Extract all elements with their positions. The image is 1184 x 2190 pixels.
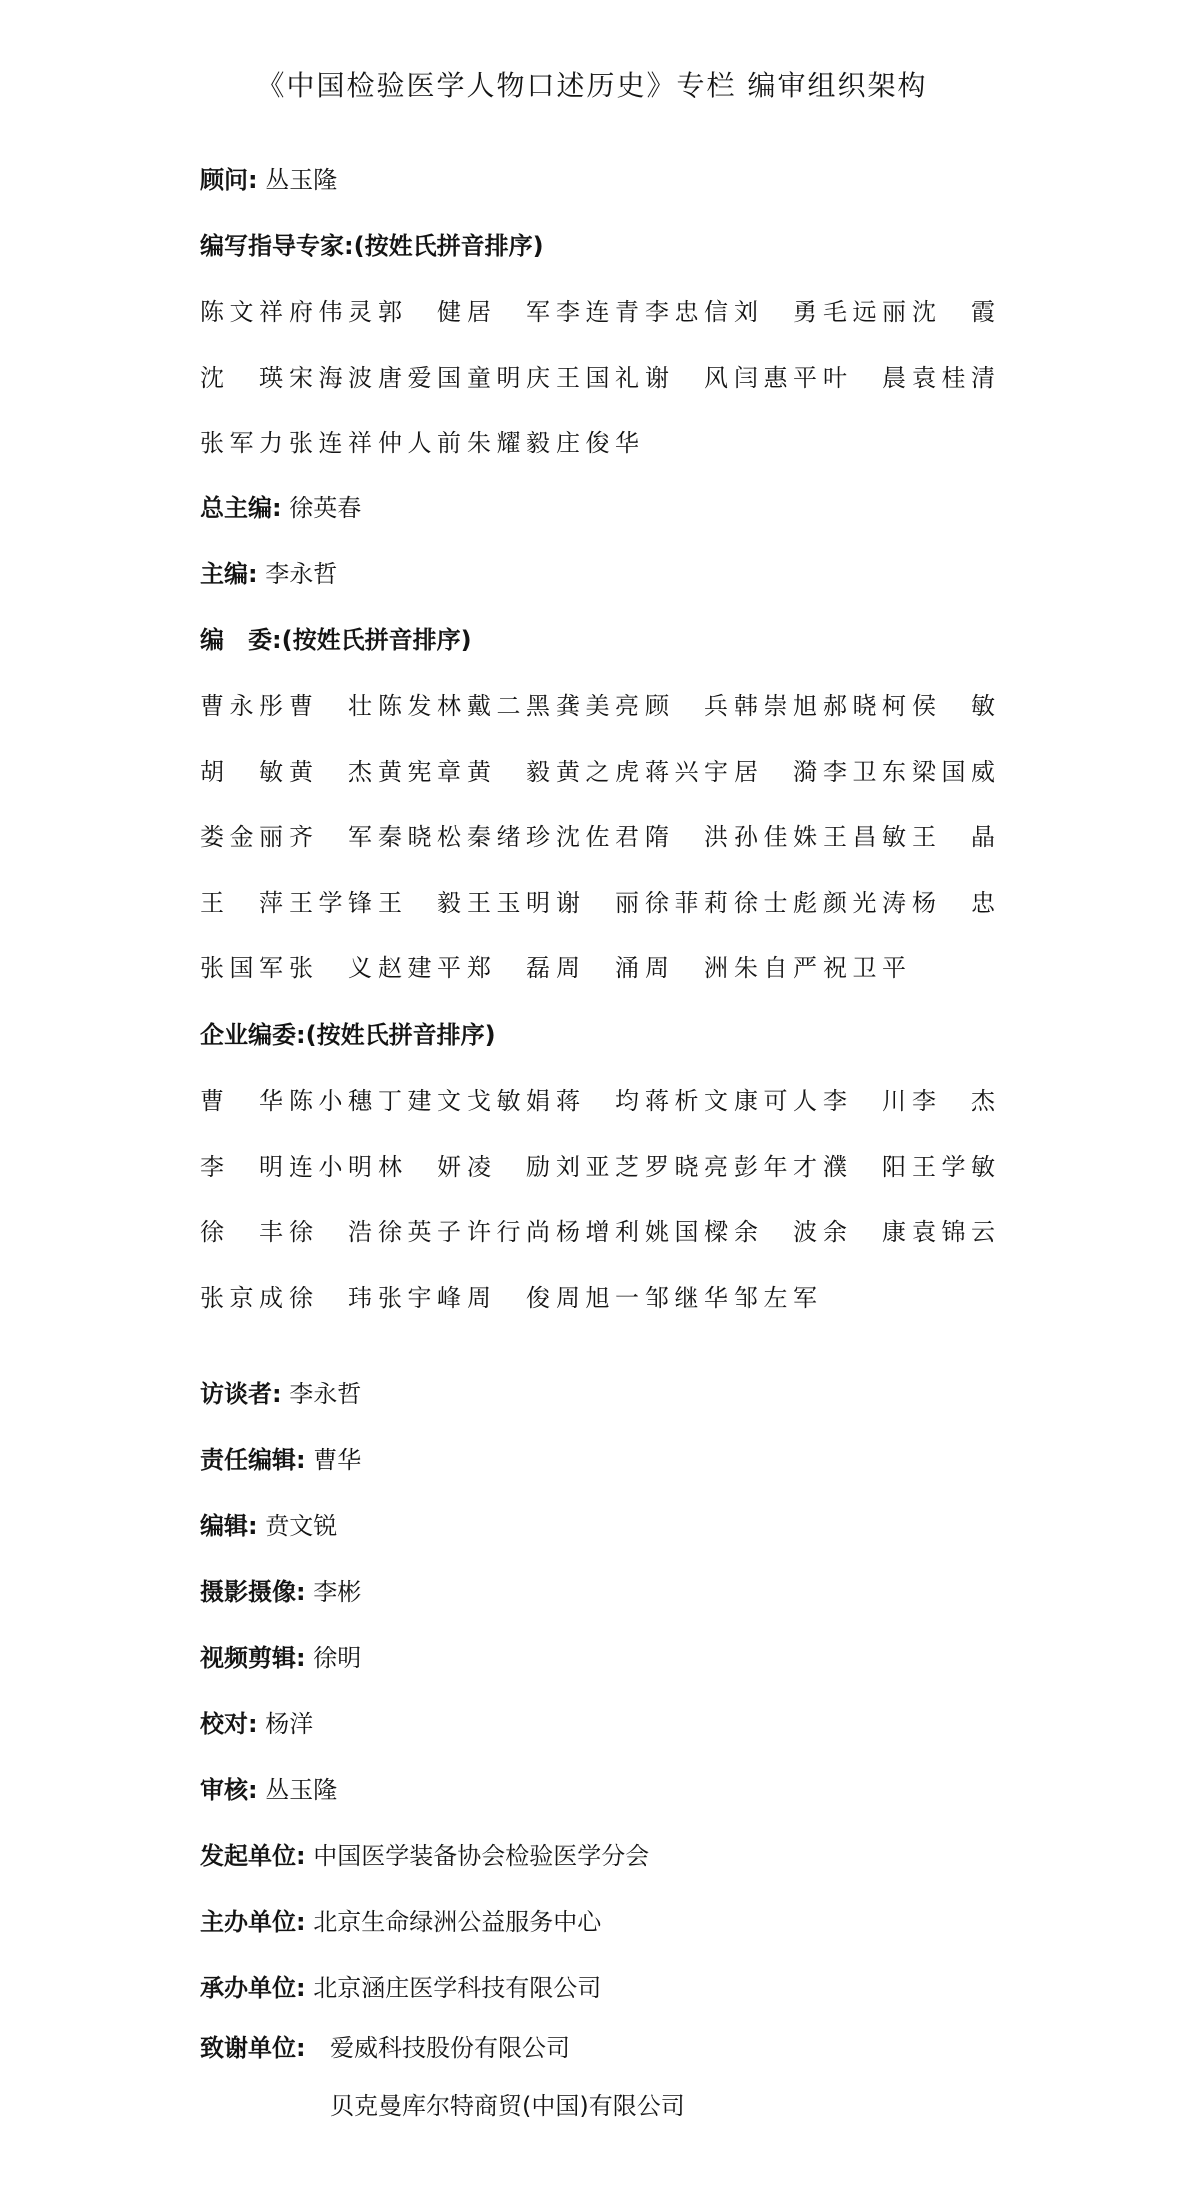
name-entry: 李连青 — [556, 298, 639, 326]
advisor-line — [200, 164, 337, 196]
name-entry: 毛远丽 — [823, 298, 906, 326]
video-editing-line — [200, 1642, 361, 1674]
name-entry: 顾 兵 — [645, 692, 728, 720]
name-entry: 曹 华 — [200, 1087, 283, 1115]
name-entry: 罗晓亮 — [645, 1152, 728, 1181]
name-entry: 王昌敏 — [823, 823, 906, 852]
editor-label: 主编: — [200, 560, 258, 588]
name-entry: 黄 杰 — [289, 757, 372, 786]
name-entry: 张宇峰 — [378, 1283, 461, 1312]
name-entry: 颜光涛 — [823, 888, 906, 917]
name-entry: 黄之虎 — [556, 757, 639, 786]
responsible-editor-value: 曹华 — [313, 1446, 362, 1474]
thanks-unit: 爱威科技股份有限公司 — [330, 2034, 570, 2062]
name-entry: 祝卫平 — [823, 954, 906, 983]
chief-editor-line — [200, 492, 361, 524]
guide-experts-grid — [200, 296, 1000, 493]
interviewer-line — [200, 1378, 361, 1410]
name-entry: 徐 浩 — [289, 1218, 372, 1247]
initiator-line — [200, 1840, 649, 1872]
photography-label: 摄影摄像: — [200, 1578, 306, 1606]
editing-line — [200, 1510, 337, 1542]
committee-label: 编 委:(按姓氏拼音排序) — [200, 626, 472, 654]
name-entry: 邹继华 — [645, 1283, 728, 1312]
name-entry: 张国军 — [200, 954, 283, 983]
chief-editor-label: 总主编: — [200, 494, 282, 522]
name-entry: 袁桂清 — [912, 363, 995, 392]
name-entry: 张京成 — [200, 1283, 283, 1312]
name-entry: 娄金丽 — [200, 823, 283, 852]
name-entry: 徐菲莉 — [645, 888, 728, 917]
name-entry: 秦晓松 — [378, 823, 461, 852]
name-entry: 孙佳姝 — [734, 823, 817, 852]
guide-experts-label: 编写指导专家:(按姓氏拼音排序) — [200, 232, 544, 260]
name-entry: 李 明 — [200, 1152, 283, 1181]
editor-line — [200, 558, 337, 590]
proofreading-label: 校对: — [200, 1710, 258, 1738]
initiator-value: 中国医学装备协会检验医学分会 — [313, 1842, 650, 1870]
name-entry: 居 漪 — [734, 757, 817, 786]
name-entry: 庄俊华 — [556, 429, 639, 458]
chief-editor-value: 徐英春 — [289, 494, 362, 522]
name-entry: 沈 霞 — [912, 298, 995, 326]
advisor-value: 丛玉隆 — [265, 166, 338, 194]
thanks-label: 致谢单位: — [200, 2034, 306, 2062]
name-entry: 周 洲 — [645, 954, 728, 983]
name-entry: 谢 丽 — [556, 888, 639, 917]
organizer-label: 主办单位: — [200, 1908, 306, 1936]
name-entry: 王玉明 — [467, 888, 550, 917]
enterprise-committee-grid — [200, 1085, 1000, 1347]
video-editing-value: 徐明 — [313, 1644, 362, 1672]
review-label: 审核: — [200, 1776, 258, 1804]
review-value: 丛玉隆 — [265, 1776, 338, 1804]
name-entry: 濮 阳 — [823, 1152, 906, 1181]
name-entry: 杨 忠 — [912, 888, 995, 917]
name-entry: 童明庆 — [467, 363, 550, 392]
name-entry: 张 义 — [289, 954, 372, 983]
name-entry: 余 康 — [823, 1218, 906, 1247]
name-entry: 周 俊 — [467, 1283, 550, 1312]
organizer-line — [200, 1906, 601, 1938]
co-organizer-line — [200, 1972, 601, 2004]
editing-label: 编辑: — [200, 1512, 258, 1540]
name-entry: 邹左军 — [734, 1283, 817, 1312]
name-entry: 黄宪章 — [378, 757, 461, 786]
name-entry: 陈文祥 — [200, 298, 283, 326]
name-entry: 许行尚 — [467, 1218, 550, 1247]
name-entry: 康可人 — [734, 1087, 817, 1115]
name-entry: 刘亚芝 — [556, 1152, 639, 1181]
page-title: 《中国检验医学人物口述历史》专栏 编审组织架构 — [256, 69, 928, 102]
proofreading-line — [200, 1708, 313, 1740]
name-entry: 徐士彪 — [734, 888, 817, 917]
organizer-value: 北京生命绿洲公益服务中心 — [313, 1908, 602, 1936]
name-entry: 郑 磊 — [467, 954, 550, 983]
name-entry: 刘 勇 — [734, 298, 817, 326]
name-entry: 隋 洪 — [645, 823, 728, 852]
name-entry: 沈 瑛 — [200, 363, 283, 392]
name-entry: 谢 风 — [645, 363, 728, 392]
co-organizer-label: 承办单位: — [200, 1974, 306, 2002]
name-entry: 王国礼 — [556, 363, 639, 392]
name-entry: 黄 毅 — [467, 757, 550, 786]
name-entry: 叶 晨 — [823, 363, 906, 392]
name-entry: 仲人前 — [378, 429, 461, 458]
name-entry: 李忠信 — [645, 298, 728, 326]
name-entry: 张军力 — [200, 429, 283, 458]
name-entry: 王 晶 — [912, 823, 995, 852]
name-entry: 姚国樑 — [645, 1218, 728, 1247]
name-entry: 周旭一 — [556, 1283, 639, 1312]
name-entry: 曹永彤 — [200, 692, 283, 720]
review-line — [200, 1774, 337, 1806]
name-entry: 赵建平 — [378, 954, 461, 983]
committee-grid — [200, 690, 1000, 1018]
name-entry: 曹 壮 — [289, 692, 372, 720]
name-entry: 王 萍 — [200, 888, 283, 917]
responsible-editor-label: 责任编辑: — [200, 1446, 306, 1474]
video-editing-label: 视频剪辑: — [200, 1644, 306, 1672]
name-entry: 唐爱国 — [378, 363, 461, 392]
interviewer-value: 李永哲 — [289, 1380, 362, 1408]
name-entry: 杨增利 — [556, 1218, 639, 1247]
name-entry: 袁锦云 — [912, 1218, 995, 1247]
name-entry: 陈小穗 — [289, 1087, 372, 1115]
photography-line — [200, 1576, 361, 1608]
name-entry: 徐英子 — [378, 1218, 461, 1247]
name-entry: 宋海波 — [289, 363, 372, 392]
interviewer-label: 访谈者: — [200, 1380, 282, 1408]
co-organizer-value: 北京涵庄医学科技有限公司 — [313, 1974, 602, 2002]
thanks-unit: 贝克曼库尔特商贸(中国)有限公司 — [330, 2092, 685, 2120]
name-entry: 蒋 均 — [556, 1087, 639, 1115]
name-entry: 凌 励 — [467, 1152, 550, 1181]
name-entry: 蒋兴宇 — [645, 757, 728, 786]
name-entry: 余 波 — [734, 1218, 817, 1247]
name-entry: 府伟灵 — [289, 298, 372, 326]
name-entry: 胡 敏 — [200, 757, 283, 786]
initiator-label: 发起单位: — [200, 1842, 306, 1870]
name-entry: 韩崇旭 — [734, 692, 817, 720]
responsible-editor-line — [200, 1444, 361, 1476]
name-entry: 王学敏 — [912, 1152, 995, 1181]
name-entry: 戴二黑 — [467, 692, 550, 720]
name-entry: 龚美亮 — [556, 692, 639, 720]
name-entry: 王学锋 — [289, 888, 372, 917]
advisor-label: 顾问: — [200, 166, 258, 194]
photography-value: 李彬 — [313, 1578, 362, 1606]
name-entry: 居 军 — [467, 298, 550, 326]
name-entry: 沈佐君 — [556, 823, 639, 852]
name-entry: 郭 健 — [378, 298, 461, 326]
name-entry: 陈发林 — [378, 692, 461, 720]
name-entry: 张连祥 — [289, 429, 372, 458]
editing-value: 贲文锐 — [265, 1512, 338, 1540]
name-entry: 徐 丰 — [200, 1218, 283, 1247]
name-entry: 朱耀毅 — [467, 429, 550, 458]
name-entry: 林 妍 — [378, 1152, 461, 1181]
name-entry: 丁建文 — [378, 1087, 461, 1115]
name-entry: 秦绪珍 — [467, 823, 550, 852]
name-entry: 徐 玮 — [289, 1283, 372, 1312]
name-entry: 闫惠平 — [734, 363, 817, 392]
name-entry: 郝晓柯 — [823, 692, 906, 720]
name-entry: 王 毅 — [378, 888, 461, 917]
name-entry: 李 杰 — [912, 1087, 995, 1115]
name-entry: 彭年才 — [734, 1152, 817, 1181]
name-entry: 连小明 — [289, 1152, 372, 1181]
name-entry: 戈敏娟 — [467, 1087, 550, 1115]
enterprise-committee-label: 企业编委:(按姓氏拼音排序) — [200, 1021, 496, 1049]
name-entry: 李 川 — [823, 1087, 906, 1115]
name-entry: 侯 敏 — [912, 692, 995, 720]
name-entry: 朱自严 — [734, 954, 817, 983]
name-entry: 周 涌 — [556, 954, 639, 983]
name-entry: 梁国威 — [912, 757, 995, 786]
name-entry: 蒋析文 — [645, 1087, 728, 1115]
name-entry: 齐 军 — [289, 823, 372, 852]
proofreading-value: 杨洋 — [265, 1710, 314, 1738]
editor-value: 李永哲 — [265, 560, 338, 588]
name-entry: 李卫东 — [823, 757, 906, 786]
